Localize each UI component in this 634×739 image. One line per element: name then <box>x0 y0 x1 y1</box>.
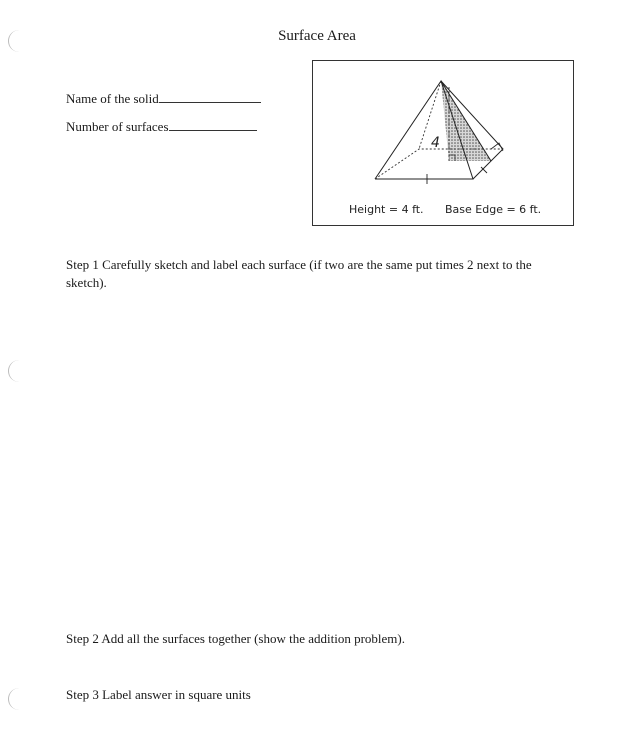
solid-name-blank[interactable] <box>159 90 261 103</box>
step-3-instruction: Step 3 Label answer in square units <box>66 687 251 702</box>
hole-punch-bottom <box>8 688 25 710</box>
solid-name-label: Name of the solid <box>66 91 159 106</box>
pyramid-figure <box>312 60 574 226</box>
height-label-4: 4 <box>431 135 440 151</box>
height-caption: Height = 4 ft. <box>349 203 424 216</box>
step-2-instruction: Step 2 Add all the surfaces together (show the addition problem). <box>66 631 406 646</box>
page-title: Surface Area <box>278 28 356 44</box>
hole-punch-middle <box>8 360 25 382</box>
base-edge-caption: Base Edge = 6 ft. <box>445 203 542 216</box>
step-1-instruction: Step 1 Carefully sketch and label each surface (if two are the same put times 2 next to the sketch). <box>66 257 532 290</box>
surface-count-blank[interactable] <box>169 118 257 131</box>
surface-count-field <box>66 118 257 135</box>
solid-name-field <box>66 90 261 107</box>
surface-count-label: Number of surfaces <box>66 119 169 134</box>
